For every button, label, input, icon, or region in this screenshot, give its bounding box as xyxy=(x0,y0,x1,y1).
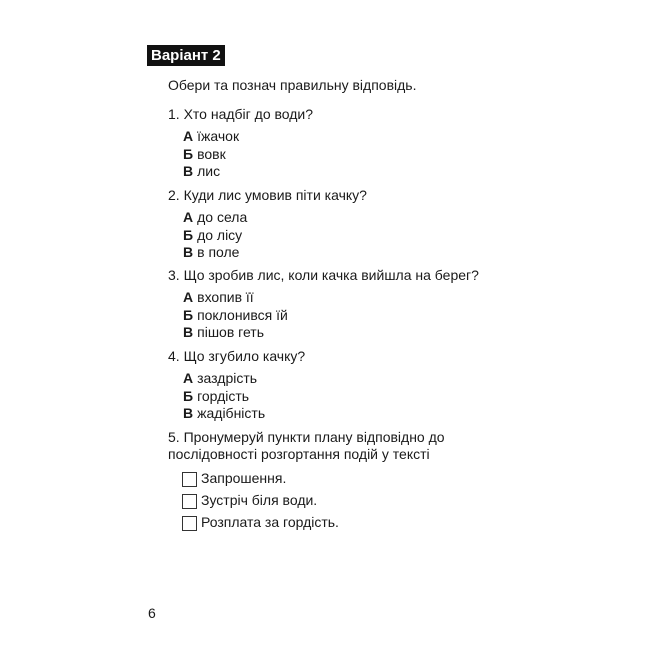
plan-checkbox[interactable] xyxy=(182,494,197,509)
option-letter: Б xyxy=(183,145,194,162)
option-text: лис xyxy=(197,163,221,179)
instruction: Обери та познач правильну відповідь. xyxy=(168,77,417,93)
variant-heading: Варіант 2 xyxy=(147,45,225,66)
option-text: жадібність xyxy=(197,405,266,421)
answer-option[interactable] xyxy=(183,209,247,226)
option-text: вовк xyxy=(197,145,226,162)
answer-option[interactable] xyxy=(183,289,254,306)
option-letter: В xyxy=(183,405,194,421)
option-letter: А xyxy=(183,209,194,225)
answer-option[interactable] xyxy=(183,324,264,341)
option-text: їжачок xyxy=(197,128,240,144)
answer-option[interactable] xyxy=(183,227,242,244)
option-letter: А xyxy=(183,128,194,144)
question-text: 2. Куди лис умовив піти качку? xyxy=(168,187,367,203)
option-letter: А xyxy=(183,289,194,305)
option-letter: В xyxy=(183,324,194,340)
page-number: 6 xyxy=(148,605,156,621)
option-letter: В xyxy=(183,163,194,179)
option-text: пішов геть xyxy=(197,324,264,340)
option-text: до лісу xyxy=(197,226,243,243)
answer-option[interactable] xyxy=(183,146,226,163)
option-text: вхопив її xyxy=(197,289,254,305)
plan-item: Зустріч біля води. xyxy=(201,492,318,508)
option-letter: Б xyxy=(183,387,194,404)
option-letter: Б xyxy=(183,306,194,323)
option-letter: В xyxy=(183,244,194,260)
plan-checkbox[interactable] xyxy=(182,472,197,487)
answer-option[interactable] xyxy=(183,370,257,387)
question-text: 4. Що згубило качку? xyxy=(168,348,306,364)
answer-option[interactable] xyxy=(183,405,265,422)
option-letter: Б xyxy=(183,226,194,243)
answer-option[interactable] xyxy=(183,128,239,145)
option-text: гордість xyxy=(197,387,250,404)
option-letter: А xyxy=(183,370,194,386)
option-text: заздрість xyxy=(197,370,258,386)
option-text: в поле xyxy=(197,244,240,260)
question-text: 1. Хто надбіг до води? xyxy=(168,106,314,122)
plan-checkbox[interactable] xyxy=(182,516,197,531)
plan-item: Розплата за гордість. xyxy=(201,514,339,530)
answer-option[interactable] xyxy=(183,163,220,180)
answer-option[interactable] xyxy=(183,307,288,324)
question-text: 3. Що зробив лис, коли качка вийшла на берег? xyxy=(168,267,479,283)
answer-option[interactable] xyxy=(183,388,249,405)
option-text: поклонився їй xyxy=(197,306,288,323)
question-5-line-2: послідовності розгортання подій у тексті xyxy=(168,446,430,462)
question-5-line-1: 5. Пронумеруй пункти плану відповідно до xyxy=(168,429,445,445)
answer-option[interactable] xyxy=(183,244,239,261)
plan-item: Запрошення. xyxy=(201,470,287,486)
option-text: до села xyxy=(197,209,248,225)
